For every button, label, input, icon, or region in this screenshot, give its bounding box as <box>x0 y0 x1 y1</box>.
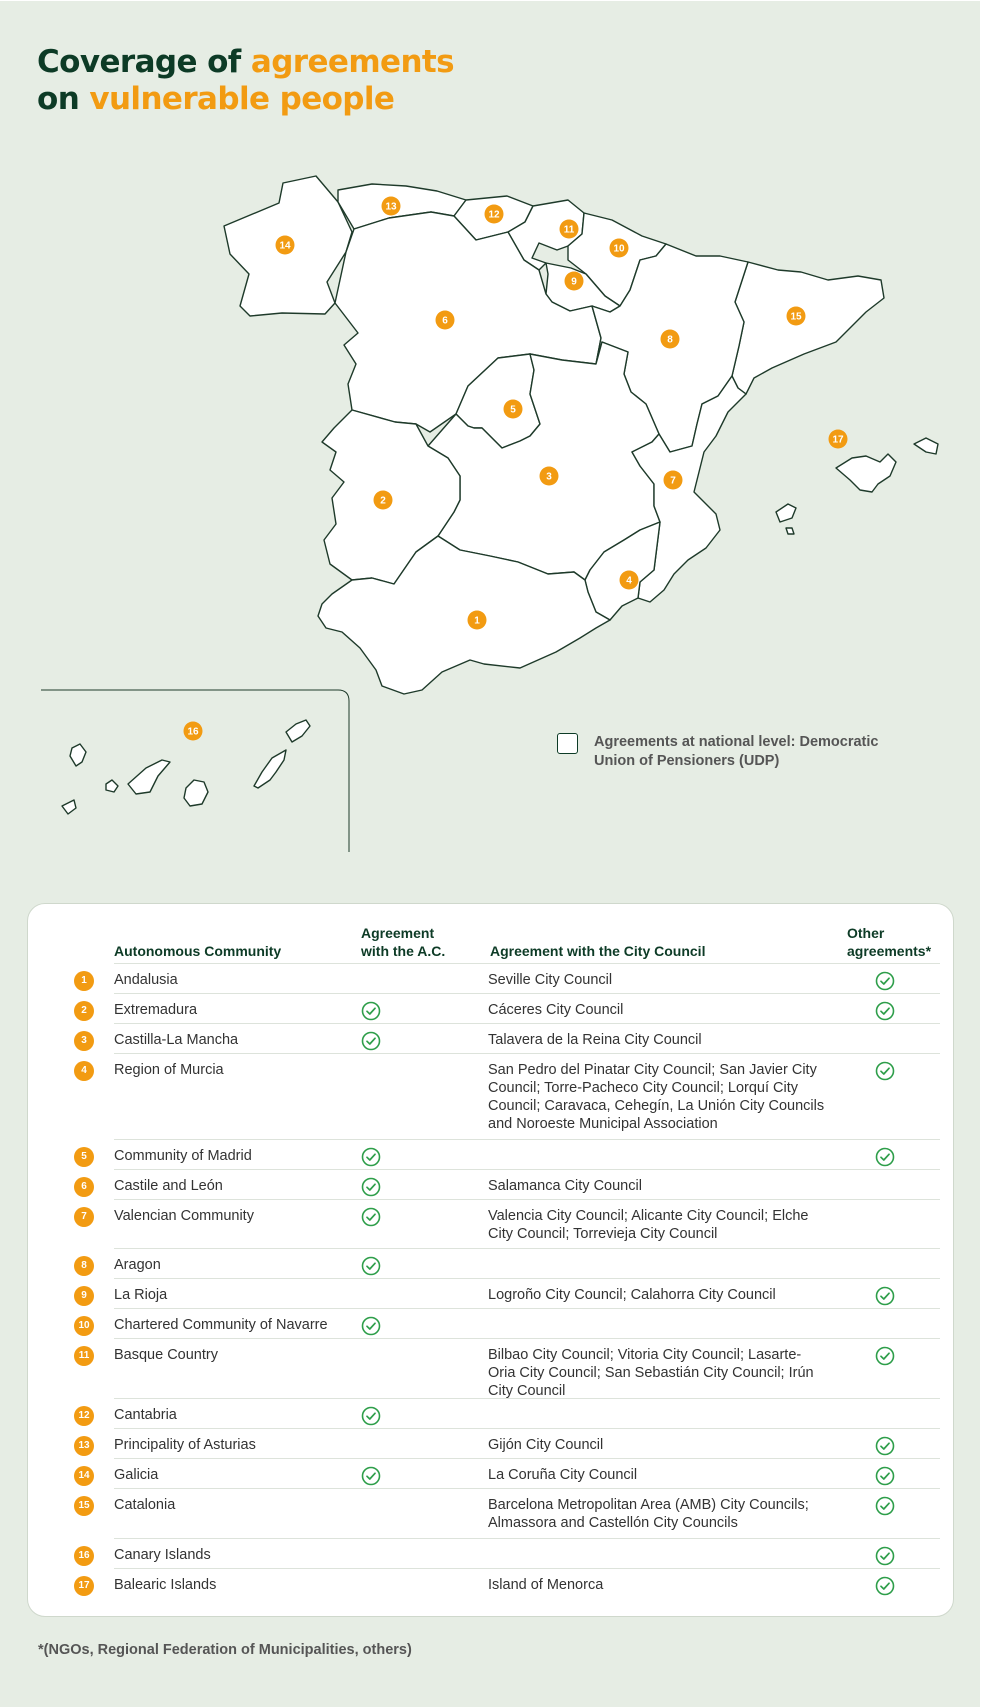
table-row <box>81 1169 940 1199</box>
other-agreement-check-icon <box>875 1001 895 1021</box>
table-row <box>81 1199 940 1248</box>
community-name: Basque Country <box>114 1347 218 1363</box>
row-number-badge: 1 <box>74 971 94 991</box>
row-number-badge: 3 <box>74 1031 94 1051</box>
header-other <box>847 924 931 960</box>
region-marker <box>184 722 203 741</box>
community-name: Castile and León <box>114 1178 223 1194</box>
region-marker <box>485 205 504 224</box>
community-name: Canary Islands <box>114 1547 211 1563</box>
region-marker <box>620 571 639 590</box>
other-agreement-check-icon <box>875 1286 895 1306</box>
table-row <box>78 1458 940 1488</box>
other-agreement-check-icon <box>875 1576 895 1596</box>
ac-agreement-check-icon <box>361 1406 381 1426</box>
region-tenerife <box>128 760 170 794</box>
table-row <box>81 1053 940 1139</box>
city-agreement: Island of Menorca <box>488 1577 604 1593</box>
region-la-gomera <box>106 780 118 792</box>
community-name: Chartered Community of Navarre <box>114 1317 328 1333</box>
region-marker <box>468 611 487 630</box>
row-number-badge: 7 <box>74 1207 94 1227</box>
other-agreement-check-icon <box>875 971 895 991</box>
header-city: Agreement with the City Council <box>490 943 706 959</box>
region-marker <box>374 491 393 510</box>
agreements-table <box>27 903 954 1617</box>
legend-swatch <box>557 733 578 754</box>
region-marker-number: 8 <box>667 334 673 346</box>
city-agreement: Valencia City Council; Alicante City Council; Elche City Council; Torrevieja City Council <box>488 1208 809 1242</box>
community-name: La Rioja <box>114 1287 168 1303</box>
other-agreement-check-icon <box>875 1496 895 1516</box>
region-fuerteventura <box>254 750 286 788</box>
header-other-line1: Other <box>847 925 885 941</box>
region-marker <box>382 197 401 216</box>
ac-agreement-check-icon <box>361 1177 381 1197</box>
ac-agreement-check-icon <box>361 1466 381 1486</box>
footnote: *(NGOs, Regional Federation of Municipalities, others) <box>38 1642 412 1658</box>
header-ac <box>361 924 445 960</box>
row-number-badge: 8 <box>74 1256 94 1276</box>
region-marker-number: 2 <box>380 495 386 507</box>
region-marker-number: 7 <box>670 475 676 487</box>
community-name: Galicia <box>114 1467 159 1483</box>
ac-agreement-check-icon <box>361 1207 381 1227</box>
city-agreement: Barcelona Metropolitan Area (AMB) City Councils; Almassora and Castellón City Councils <box>488 1497 809 1531</box>
table-row <box>81 1248 940 1278</box>
ac-agreement-check-icon <box>361 1001 381 1021</box>
table-row <box>81 963 940 993</box>
region-marker-number: 16 <box>187 726 199 738</box>
row-number-badge: 16 <box>74 1546 94 1566</box>
header-ac-line2: with the A.C. <box>361 943 446 959</box>
city-agreement: Logroño City Council; Calahorra City Council <box>488 1287 776 1303</box>
table-row <box>78 1568 940 1598</box>
region-marker <box>610 239 629 258</box>
region-el-hierro <box>62 800 76 814</box>
region-mallorca <box>836 454 896 492</box>
community-name: Cantabria <box>114 1407 177 1423</box>
row-number-badge: 11 <box>74 1346 94 1366</box>
ac-agreement-check-icon <box>361 1147 381 1167</box>
row-number-badge: 13 <box>74 1436 94 1456</box>
community-name: Valencian Community <box>114 1208 254 1224</box>
table-row <box>78 1338 940 1399</box>
header-ac-line1: Agreement <box>361 925 435 941</box>
ac-agreement-check-icon <box>361 1031 381 1051</box>
region-marker <box>664 471 683 490</box>
region-marker-number: 13 <box>385 201 397 213</box>
header-other-line2: agreements* <box>847 943 932 959</box>
region-marker <box>565 272 584 291</box>
region-marker-number: 15 <box>790 311 802 323</box>
region-marker-number: 1 <box>474 615 480 627</box>
region-marker <box>829 430 848 449</box>
table-row <box>81 1023 940 1053</box>
table-row <box>78 1398 940 1428</box>
row-number-badge: 14 <box>74 1466 94 1486</box>
region-marker <box>560 220 579 239</box>
row-number-badge: 2 <box>74 1001 94 1021</box>
city-agreement: Gijón City Council <box>488 1437 604 1453</box>
region-marker <box>504 400 523 419</box>
region-gran-canaria <box>184 780 208 806</box>
other-agreement-check-icon <box>875 1546 895 1566</box>
city-agreement: San Pedro del Pinatar City Council; San Javier City Council; Torre-Pacheco City Council; Lorquí City Council; Caravaca, Cehegín, La Unión City Councils and Noroeste Municipal Association <box>488 1062 825 1132</box>
ac-agreement-check-icon <box>361 1256 381 1276</box>
ac-agreement-check-icon <box>361 1316 381 1336</box>
region-marker-number: 11 <box>563 224 575 236</box>
region-lanzarote <box>286 720 310 742</box>
region-marker-number: 4 <box>626 575 632 587</box>
region-marker-number: 6 <box>442 315 448 327</box>
community-name: Extremadura <box>114 1002 198 1018</box>
table-row <box>78 1308 940 1338</box>
community-name: Andalusia <box>114 972 178 988</box>
region-marker <box>540 467 559 486</box>
row-number-badge: 12 <box>74 1406 94 1426</box>
other-agreement-check-icon <box>875 1346 895 1366</box>
community-name: Principality of Asturias <box>114 1437 256 1453</box>
table-row <box>78 1488 940 1538</box>
row-number-badge: 9 <box>74 1286 94 1306</box>
city-agreement: Salamanca City Council <box>488 1178 642 1194</box>
row-number-badge: 6 <box>74 1177 94 1197</box>
canary-inset-frame <box>41 690 349 852</box>
page-title <box>37 44 454 118</box>
city-agreement: Cáceres City Council <box>488 1002 624 1018</box>
community-name: Catalonia <box>114 1497 176 1513</box>
table-row <box>78 1538 940 1568</box>
region-marker-number: 17 <box>832 434 844 446</box>
row-number-badge: 17 <box>74 1576 94 1596</box>
city-agreement: Talavera de la Reina City Council <box>488 1032 702 1048</box>
region-marker-number: 12 <box>488 209 500 221</box>
title-highlight-2: vulnerable people <box>89 81 395 117</box>
region-la-palma <box>70 744 86 766</box>
city-agreement: Bilbao City Council; Vitoria City Council; Lasarte-Oria City Council; San Sebastián City Council; Irún City Council <box>488 1347 814 1399</box>
other-agreement-check-icon <box>875 1466 895 1486</box>
community-name: Castilla-La Mancha <box>114 1032 239 1048</box>
row-number-badge: 5 <box>74 1147 94 1167</box>
region-marker-number: 10 <box>613 243 625 255</box>
region-formentera <box>786 528 794 534</box>
row-number-badge: 15 <box>74 1496 94 1516</box>
region-marker <box>787 307 806 326</box>
community-name: Community of Madrid <box>114 1148 252 1164</box>
header-community: Autonomous Community <box>114 943 282 959</box>
other-agreement-check-icon <box>875 1061 895 1081</box>
legend-text: Agreements at national level: Democratic Union of Pensioners (UDP) <box>594 734 879 769</box>
region-marker <box>436 311 455 330</box>
table-row <box>81 993 940 1023</box>
region-marker-number: 14 <box>279 240 291 252</box>
title-part3: on <box>37 81 90 117</box>
region-catalonia <box>732 262 884 394</box>
table-row <box>81 1139 940 1169</box>
city-agreement: La Coruña City Council <box>488 1467 638 1483</box>
region-marker-number: 5 <box>510 404 516 416</box>
table-row <box>81 1278 940 1308</box>
region-ibiza <box>776 504 796 522</box>
region-marker <box>661 330 680 349</box>
city-agreement: Seville City Council <box>488 972 613 988</box>
region-marker-number: 9 <box>571 276 577 288</box>
table-header <box>28 914 953 968</box>
region-marker <box>276 236 295 255</box>
region-marker-number: 3 <box>546 471 552 483</box>
other-agreement-check-icon <box>875 1147 895 1167</box>
legend <box>557 733 904 771</box>
table-row <box>78 1428 940 1458</box>
community-name: Balearic Islands <box>114 1577 217 1593</box>
community-name: Region of Murcia <box>114 1062 224 1078</box>
community-name: Aragon <box>114 1257 161 1273</box>
title-highlight-1: agreements <box>250 44 454 80</box>
row-number-badge: 4 <box>74 1061 94 1081</box>
title-part1: Coverage of <box>37 44 251 80</box>
other-agreement-check-icon <box>875 1436 895 1456</box>
row-number-badge: 10 <box>74 1316 94 1336</box>
region-menorca <box>914 438 938 454</box>
